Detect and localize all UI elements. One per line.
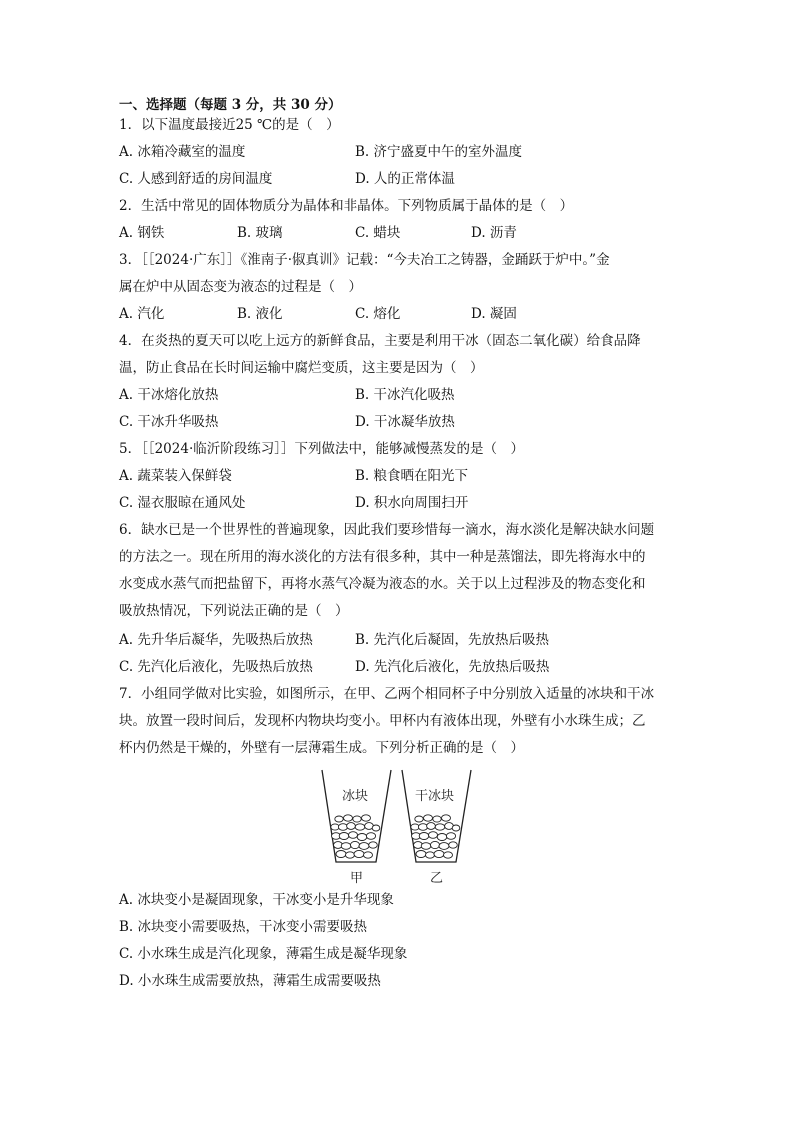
question-5-stem: 5．［［2024·临沂阶段练习］］下列做法中，能够减慢蒸发的是（ ）: [119, 441, 524, 457]
q1-option-c: C. 人感到舒适的房间温度: [119, 171, 273, 187]
cups-illustration: [316, 768, 478, 886]
q2-option-a: A. 钢铁: [119, 225, 165, 241]
caption-jia: 甲: [350, 871, 364, 886]
q5-option-c: C. 湿衣服晾在通风处: [119, 495, 246, 511]
q1-option-b: B. 济宁盛夏中午的室外温度: [355, 144, 523, 160]
question-7-stem-line2: 块。放置一段时间后，发现杯内物块均变小。甲杯内有液体出现，外壁有小水珠生成；乙: [119, 713, 646, 729]
q1-option-d: D. 人的正常体温: [355, 171, 455, 187]
cup-left-label: 冰块: [342, 789, 369, 804]
q6-option-b: B. 先汽化后凝固，先放热后吸热: [355, 632, 550, 648]
q3-option-a: A. 汽化: [119, 306, 165, 322]
q5-option-d: D. 积水向周围扫开: [355, 495, 469, 511]
q2-option-c: C. 蜡块: [355, 225, 401, 241]
question-6-stem-line2: 的方法之一。现在所用的海水淡化的方法有很多种，其中一种是蒸馏法，即先将海水中的: [119, 549, 646, 565]
question-4-stem-line2: 温，防止食品在长时间运输中腐烂变质，这主要是因为（ ）: [119, 360, 484, 376]
q6-option-d: D. 先汽化后液化，先放热后吸热: [355, 659, 550, 675]
question-3-stem-line2: 属在炉中从固态变为液态的过程是（ ）: [119, 279, 362, 295]
q3-option-d: D. 凝固: [471, 306, 517, 322]
q4-option-c: C. 干冰升华吸热: [119, 414, 219, 430]
q5-option-b: B. 粮食晒在阳光下: [355, 468, 469, 484]
q7-option-a: A. 冰块变小是凝固现象，干冰变小是升华现象: [119, 892, 394, 908]
q6-option-a: A. 先升华后凝华，先吸热后放热: [119, 632, 313, 648]
q6-option-c: C. 先汽化后液化，先吸热后放热: [119, 659, 313, 675]
q3-option-c: C. 熔化: [355, 306, 401, 322]
question-2-stem: 2．生活中常见的固体物质分为晶体和非晶体。下列物质属于晶体的是（ ）: [119, 198, 574, 214]
cup-right: [402, 770, 471, 862]
q7-option-c: C. 小水珠生成是汽化现象，薄霜生成是凝华现象: [119, 946, 408, 962]
q7-option-d: D. 小水珠生成需要放热，薄霜生成需要吸热: [119, 973, 381, 989]
q7-option-b: B. 冰块变小需要吸热，干冰变小需要吸热: [119, 919, 368, 935]
question-4-stem-line1: 4．在炎热的夏天可以吃上远方的新鲜食品，主要是利用干冰（固态二氧化碳）给食品降: [119, 333, 641, 349]
question-7-stem-line1: 7．小组同学做对比实验，如图所示，在甲、乙两个相同杯子中分别放入适量的冰块和干冰: [119, 686, 655, 702]
question-7-stem-line3: 杯内仍然是干燥的，外壁有一层薄霜生成。下列分析正确的是（ ）: [119, 740, 524, 756]
q4-option-b: B. 干冰汽化吸热: [355, 387, 455, 403]
q3-option-b: B. 液化: [237, 306, 283, 322]
cup-right-label: 干冰块: [415, 789, 455, 804]
section-title: 一、选择题（每题 3 分，共 30 分）: [119, 97, 342, 113]
question-6-stem-line3: 水变成水蒸气而把盐留下，再将水蒸气冷凝为液态的水。关于以上过程涉及的物态变化和: [119, 576, 646, 592]
q5-option-a: A. 蔬菜装入保鲜袋: [119, 468, 232, 484]
q1-option-a: A. 冰箱冷藏室的温度: [119, 144, 246, 160]
q2-option-b: B. 玻璃: [237, 225, 283, 241]
q4-option-d: D. 干冰凝华放热: [355, 414, 455, 430]
cup-left: [322, 770, 391, 862]
q2-option-d: D. 沥青: [471, 225, 517, 241]
q4-option-a: A. 干冰熔化放热: [119, 387, 219, 403]
cups-figure: [316, 768, 478, 886]
question-6-stem-line1: 6．缺水已是一个世界性的普遍现象，因此我们要珍惜每一滴水，海水淡化是解决缺水问题: [119, 522, 655, 538]
question-3-stem-line1: 3．［［2024·广东］］《淮南子·俶真训》记载：“今夫冶工之铸器，金踊跃于炉中。”金: [119, 252, 610, 268]
caption-yi: 乙: [430, 871, 444, 886]
question-1-stem: 1．以下温度最接近25 ℃的是（ ）: [119, 117, 340, 133]
question-6-stem-line4: 吸放热情况，下列说法正确的是（ ）: [119, 603, 349, 619]
